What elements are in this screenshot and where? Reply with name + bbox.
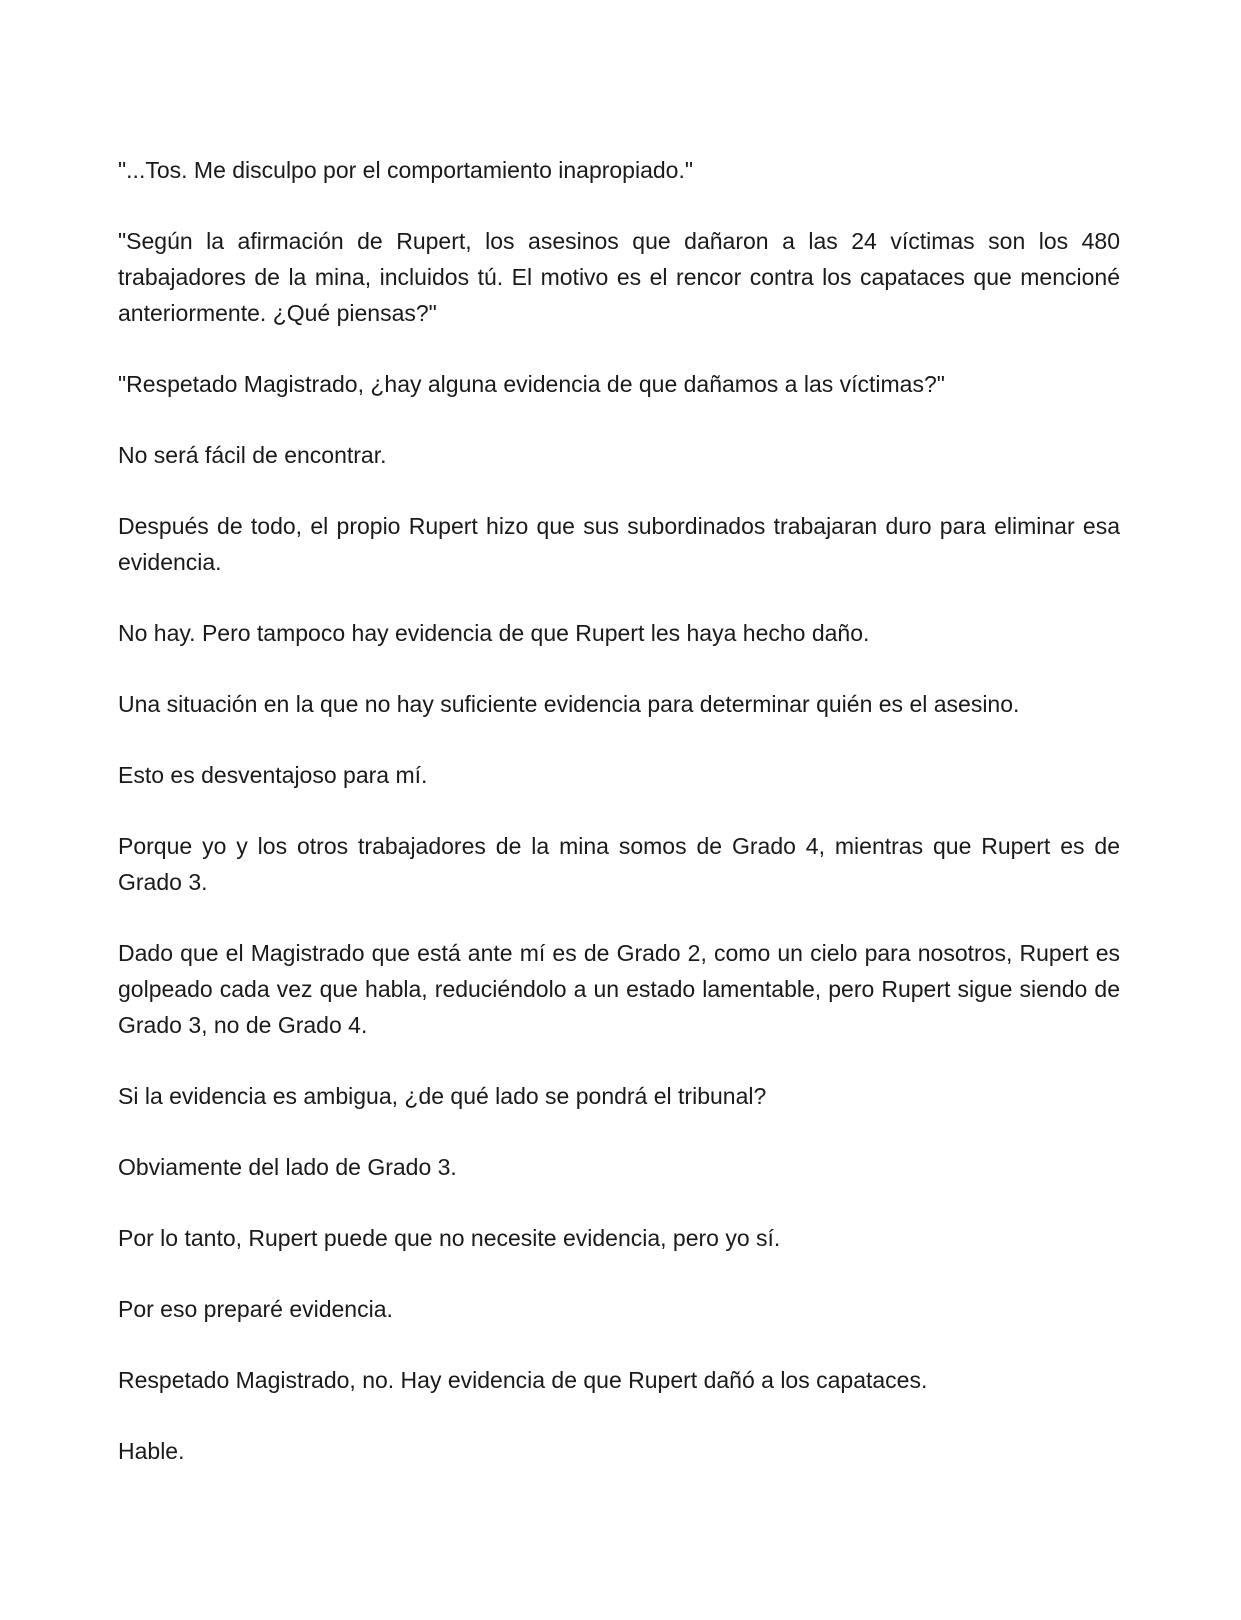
paragraph: "Respetado Magistrado, ¿hay alguna evidencia de que dañamos a las víctimas?" bbox=[118, 371, 945, 397]
paragraph: Esto es desventajoso para mí. bbox=[118, 762, 428, 788]
paragraph: Respetado Magistrado, no. Hay evidencia de que Rupert dañó a los capataces. bbox=[118, 1367, 928, 1393]
paragraph: Una situación en la que no hay suficiente evidencia para determinar quién es el asesino. bbox=[118, 691, 1020, 717]
paragraph: "...Tos. Me disculpo por el comportamiento inapropiado." bbox=[118, 157, 694, 183]
document-body bbox=[118, 152, 1120, 1504]
paragraph: Obviamente del lado de Grado 3. bbox=[118, 1154, 457, 1180]
paragraph: Si la evidencia es ambigua, ¿de qué lado se pondrá el tribunal? bbox=[118, 1083, 767, 1109]
paragraph: Por eso preparé evidencia. bbox=[118, 1296, 393, 1322]
paragraph: Porque yo y los otros trabajadores de la mina somos de Grado 4, mientras que Rupert es de Grado 3. bbox=[118, 833, 1120, 895]
paragraph: Por lo tanto, Rupert puede que no necesite evidencia, pero yo sí. bbox=[118, 1225, 781, 1251]
paragraph: Después de todo, el propio Rupert hizo que sus subordinados trabajaran duro para eliminar esa evidencia. bbox=[118, 513, 1120, 575]
paragraph: "Según la afirmación de Rupert, los asesinos que dañaron a las 24 víctimas son los 480 trabajadores de la mina, incluidos tú. El motivo es el rencor contra los capataces que mencioné anteriormente. ¿Qué piensas?" bbox=[118, 228, 1120, 326]
paragraph: No será fácil de encontrar. bbox=[118, 442, 387, 468]
paragraph: No hay. Pero tampoco hay evidencia de que Rupert les haya hecho daño. bbox=[118, 620, 870, 646]
paragraph: Dado que el Magistrado que está ante mí es de Grado 2, como un cielo para nosotros, Rupert es golpeado cada vez que habla, reduciéndolo a un estado lamentable, pero Rupert sigue siendo de Grado 3, no de Grado 4. bbox=[118, 940, 1120, 1038]
paragraph: Hable. bbox=[118, 1438, 185, 1464]
